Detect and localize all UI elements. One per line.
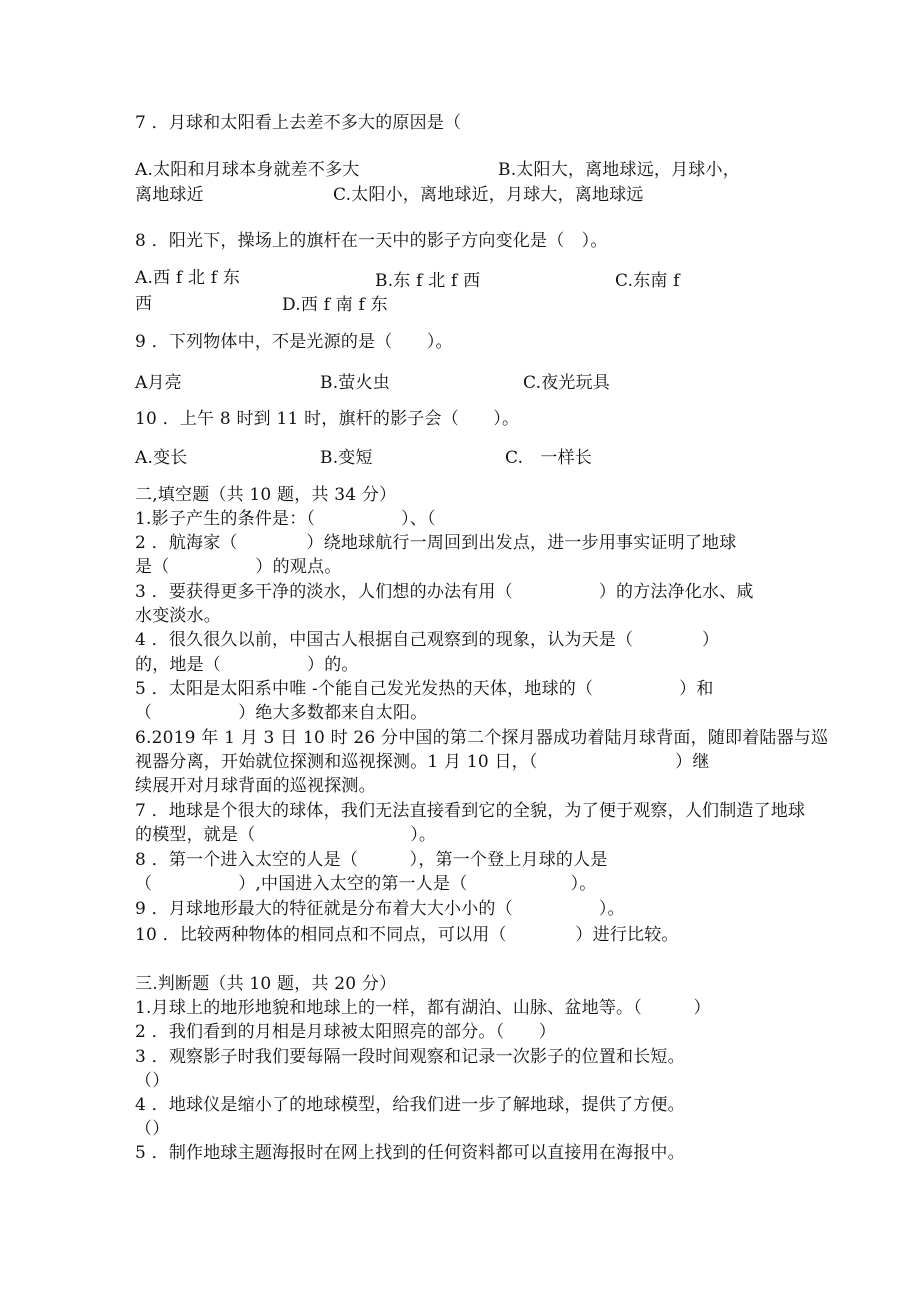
question-10-option-a: A.变长 <box>135 448 188 468</box>
question-8-option-c-cont: 西 <box>135 294 153 314</box>
judge-line: 5 ．制作地球主题海报时在网上找到的任何资料都可以直接用在海报中。 <box>135 1143 685 1163</box>
fill-line: 6.2019 年 1 月 3 日 10 时 26 分中国的第二个探月器成功着陆月球背面，随即着陆器与巡 <box>135 728 829 748</box>
judge-line: 2 ．我们看到的月相是月球被太阳照亮的部分。（ ） <box>135 1022 556 1042</box>
question-9-option-b: B.萤火虫 <box>320 373 390 393</box>
fill-line: 8 ．第一个进入太空的人是（ ），第一个登上月球的人是 <box>135 850 608 870</box>
fill-line: 是（ ）的观点。 <box>135 557 342 577</box>
section-heading-fill: 二,填空题（共 10 题，共 34 分） <box>135 485 397 505</box>
judge-line: 3 ．观察影子时我们要每隔一段时间观察和记录一次影子的位置和长短。 <box>135 1047 685 1067</box>
fill-line: 10 ．比较两种物体的相同点和不同点，可以用（ ）进行比较。 <box>135 925 679 945</box>
fill-line: 7 ．地球是个很大的球体，我们无法直接看到它的全貌，为了便于观察，人们制造了地球 <box>135 801 806 821</box>
judge-line: （） <box>135 1119 170 1139</box>
fill-line: （ ）绝大多数都来自太阳。 <box>135 703 428 723</box>
judge-line: （） <box>135 1071 170 1091</box>
fill-line: 9 ．月球地形最大的特征就是分布着大大小小的（ ）。 <box>135 899 625 919</box>
question-9-stem: 9 ．下列物体中，不是光源的是（ ）。 <box>135 332 453 352</box>
judge-line: 1.月球上的地形地貌和地球上的一样，都有湖泊、山脉、盆地等。（ ） <box>135 998 711 1018</box>
fill-line: 视器分离，开始就位探测和巡视探测。1 月 10 日，（ ）继 <box>135 752 710 772</box>
fill-line: 的模型，就是（ ）。 <box>135 825 437 845</box>
question-7-option-b: B.太阳大，离地球远，月球小， <box>498 160 740 180</box>
question-7-option-c: C.太阳小，离地球近，月球大，离地球远 <box>333 185 644 205</box>
question-7-option-b-cont: 离地球近 <box>135 185 204 205</box>
fill-line: 1.影子产生的条件是：（ ）、（ <box>135 509 436 529</box>
question-7-stem: 7 ．月球和太阳看上去差不多大的原因是（ <box>135 113 462 133</box>
fill-line: 5 ．太阳是太阳系中唯 -个能自己发光发热的天体，地球的（ ）和 <box>135 679 714 699</box>
question-10-option-c: C. 一样长 <box>505 448 593 468</box>
question-8-stem: 8 ．阳光下，操场上的旗杆在一天中的影子方向变化是（ ）。 <box>135 231 608 251</box>
question-8-option-c: C.东南 f <box>615 271 680 291</box>
question-10-stem: 10 ．上午 8 时到 11 时，旗杆的影子会（ ）。 <box>135 409 520 429</box>
section-heading-judge: 三.判断题（共 10 题，共 20 分） <box>135 974 397 994</box>
fill-line: 水变淡水。 <box>135 606 221 626</box>
judge-line: 4 ．地球仪是缩小了的地球模型，给我们进一步了解地球，提供了方便。 <box>135 1095 685 1115</box>
fill-line: 3 ．要获得更多干净的淡水，人们想的办法有用（ ）的方法净化水、咸 <box>135 582 754 602</box>
fill-line: 的，地是（ ）的。 <box>135 655 359 675</box>
question-8-option-b: B.东 f 北 f 西 <box>375 271 481 291</box>
question-7-option-a: A.太阳和月球本身就差不多大 <box>135 160 360 180</box>
fill-line: （ ）,中国进入太空的第一人是（ ）。 <box>135 874 597 894</box>
fill-line: 4 ．很久很久以前，中国古人根据自己观察到的现象，认为天是（ ） <box>135 630 720 650</box>
question-8-option-a: A.西 f 北 f 东 <box>135 268 241 288</box>
question-9-option-c: C.夜光玩具 <box>523 373 611 393</box>
fill-line: 2 ．航海家（ ）绕地球航行一周回到出发点，进一步用事实证明了地球 <box>135 533 737 553</box>
question-8-option-d: D.西 f 南 f 东 <box>282 295 388 315</box>
question-9-option-a: A月亮 <box>135 373 182 393</box>
fill-line: 续展开对月球背面的巡视探测。 <box>135 776 376 796</box>
question-10-option-b: B.变短 <box>320 448 373 468</box>
